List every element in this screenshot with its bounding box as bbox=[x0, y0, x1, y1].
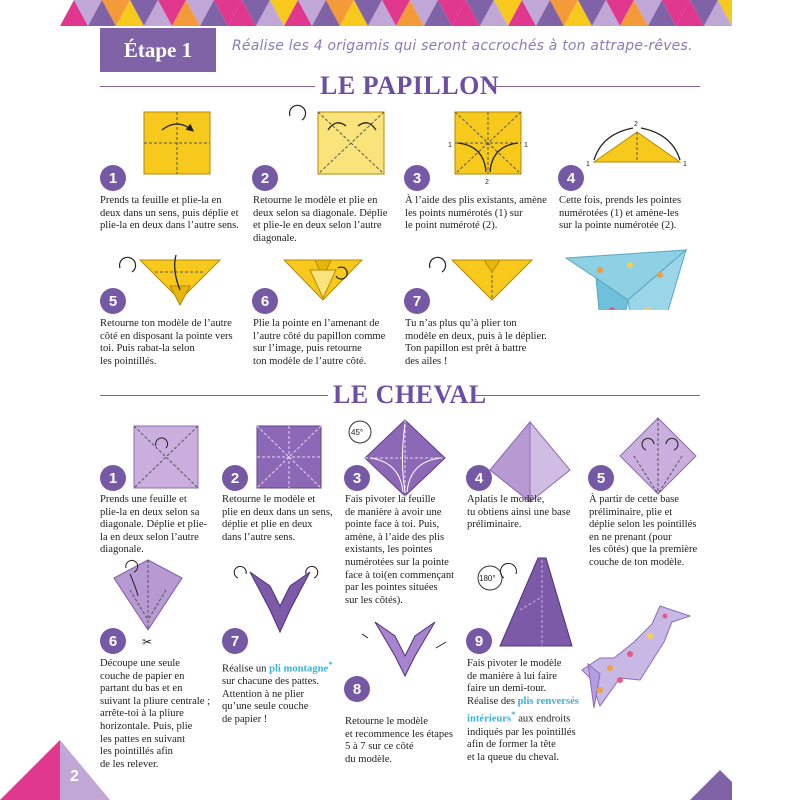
step-number: 1 bbox=[100, 465, 126, 491]
step-number: 5 bbox=[100, 288, 126, 314]
papillon-step-4-text: Cette fois, prends les pointes numérotées (1) et amène-les sur la pointe numérotée (2). bbox=[559, 195, 682, 232]
papillon-step-7-text: Tu n’as plus qu’à plier ton modèle en deux, puis à le déplier. Ton papillon est prêt à battre des ailes ! bbox=[405, 318, 547, 367]
title-rule-right bbox=[488, 86, 700, 87]
cheval-step-9-text: Fais pivoter le modèle de manière à lui faire faire un demi-tour. Réalise des plis renversés intérieurs* aux endroits indiqués par les pointillés afin de former la tête et la queue du cheval. bbox=[467, 658, 579, 763]
step-number: 6 bbox=[100, 628, 126, 654]
step-number: 1 bbox=[100, 165, 126, 191]
step-number: 4 bbox=[558, 165, 584, 191]
cheval-step-4-text: Aplatis le modèle, tu obtiens ainsi une base préliminaire. bbox=[467, 494, 571, 531]
step-subtitle: Réalise les 4 origamis qui seront accrochés à ton attrape-rêves. bbox=[232, 38, 693, 54]
papillon-title: LE PAPILLON bbox=[320, 71, 500, 100]
cheval-step-7-text: Réalise un pli montagne* sur chacune des pattes. Attention à ne plier qu’une seule couche de papier ! bbox=[222, 659, 333, 725]
pli-montagne-term: pli montagne bbox=[269, 663, 329, 675]
step-number: 6 bbox=[252, 288, 278, 314]
cheval-step-3-text: Fais pivoter la feuille de manière à avoir une pointe face à toi. Puis, amène, à l’aide des plis existants, les pointes numérotées sur la pointe face à toi(en commençant par les pointes situées sur les côtés). bbox=[345, 494, 455, 606]
p3-label-bottom: 2 bbox=[485, 179, 489, 186]
step-number: 3 bbox=[344, 465, 370, 491]
title-rule-right bbox=[474, 395, 700, 396]
papillon-step-5-text: Retourne ton modèle de l’autre côté en disposant la pointe vers toi. Puis rabat-la selon les pointillés. bbox=[100, 318, 233, 367]
corner-decoration bbox=[0, 740, 110, 800]
step-number: 7 bbox=[404, 288, 430, 314]
papillon-step-6-text: Plie la pointe en l’amenant de l’autre côté du papillon comme sur l’image, puis retourne ton modèle de l’autre côté. bbox=[253, 318, 386, 367]
cheval-step-2-text: Retourne le modèle et plie en deux dans un sens, déplie et plie en deux dans l’autre sens. bbox=[222, 494, 333, 543]
papillon-step-1-text: Prends ta feuille et plie-la en deux dans un sens, puis déplie et plie-la en deux dans l’autre sens. bbox=[100, 195, 239, 232]
p3-label-right: 1 bbox=[524, 142, 528, 149]
p3-label-left: 1 bbox=[448, 142, 452, 149]
step-number: 9 bbox=[466, 628, 492, 654]
cheval-step-6-text: Découpe une seule couche de papier en partant du bas et en suivant la pliure centrale ; arrête-toi à la pliure horizontale. Puis, plie les pattes en suivant les pointillés afin de les relever. bbox=[100, 658, 211, 770]
step-number: 5 bbox=[588, 465, 614, 491]
p4-label-left: 1 bbox=[586, 161, 590, 168]
plis-renverses-term: plis renversés bbox=[517, 695, 579, 707]
right-margin bbox=[732, 0, 800, 800]
step-number: 2 bbox=[252, 165, 278, 191]
angle-180-label: 180° bbox=[479, 574, 496, 583]
papillon-step-3-text: À l’aide des plis existants, amène les points numérotés (1) sur le point numéroté (2). bbox=[405, 195, 547, 232]
cheval-title: LE CHEVAL bbox=[333, 380, 487, 409]
step-number: 3 bbox=[404, 165, 430, 191]
page-number: 2 bbox=[70, 768, 79, 785]
step-number: 8 bbox=[344, 676, 370, 702]
title-rule-left bbox=[100, 395, 328, 396]
svg-text:✂: ✂ bbox=[142, 635, 153, 649]
step-number: 7 bbox=[222, 628, 248, 654]
step-badge: Étape 1 bbox=[100, 28, 216, 72]
cheval-step-8-text: Retourne le modèle et recommence les étapes 5 à 7 sur ce côté du modèle. bbox=[345, 716, 453, 765]
p4-label-right: 1 bbox=[683, 161, 687, 168]
angle-45-label: 45° bbox=[351, 428, 364, 437]
step-number: 4 bbox=[466, 465, 492, 491]
step-number: 2 bbox=[222, 465, 248, 491]
cheval-step-5-text: À partir de cette base préliminaire, plie et déplie selon les pointillés en ne prenant (pour les côtés) que la première couche de ton modèle. bbox=[589, 494, 698, 568]
p4-label-top: 2 bbox=[634, 121, 638, 128]
papillon-step-2-text: Retourne le modèle et plie en deux selon sa diagonale. Déplie et plie-le en deux selon l’autre diagonale. bbox=[253, 195, 388, 244]
cheval-step-1-text: Prends une feuille et plie-la en deux selon sa diagonale. Déplie et plie- la en deux selon l’autre diagonale. bbox=[100, 494, 208, 556]
title-rule-left bbox=[100, 86, 315, 87]
top-decorative-banner bbox=[0, 0, 800, 26]
